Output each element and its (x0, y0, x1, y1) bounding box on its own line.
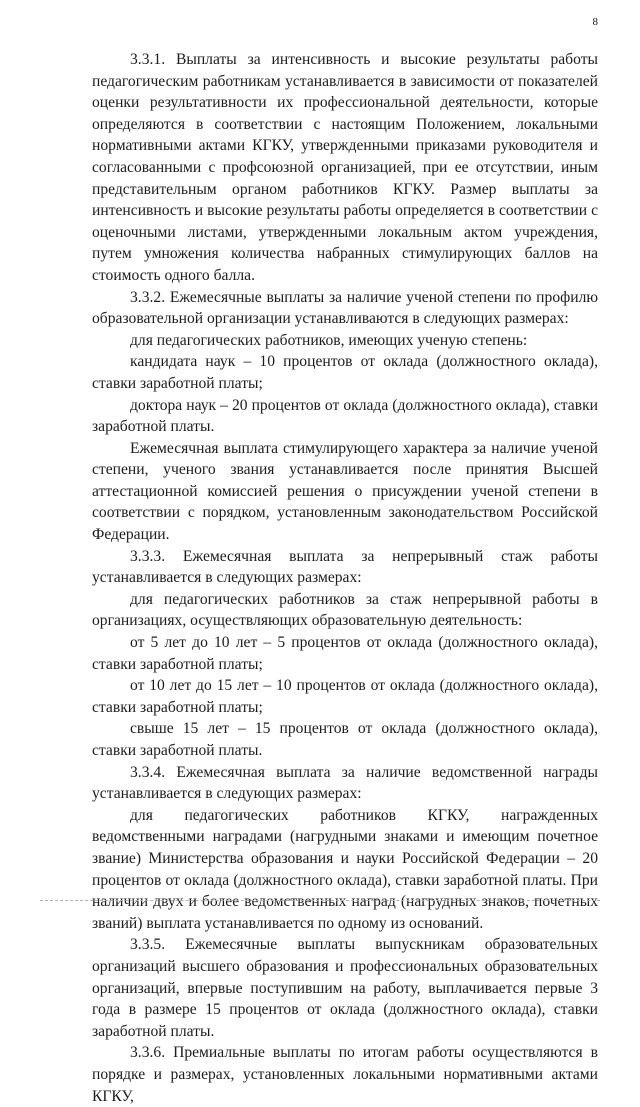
paragraph-degree-intro: для педагогических работников, имеющих ученую степень: (130, 331, 528, 349)
paragraph-3-3-1: 3.3.1. Выплаты за интенсивность и высокие результаты работы педагогическим работникам устанавливается в зависимости от показателей оценки результативности их профессиональной деятельности, которые определяются в соответствии с настоящим Положением, локальными нормативными актами КГКУ, утвержденными приказами руководителя и согласованными с профсоюзной организацией, при ее отсутствии, иным представительным органом работников КГКУ. Размер выплаты за интенсивность и высокие результаты работы определяется в соответствии с оценочными листами, утвержденными локальным актом учреждения, путем умножения количества набранных стимулирующих баллов на стоимость одного балла. (92, 51, 598, 284)
paragraph-degree-condition: Ежемесячная выплата стимулирующего характера за наличие ученой степени, ученого звания устанавливается после принятия Высшей аттестационной комиссией решения о присуждении ученой степени в соответствии с порядком, установленным законодательством Российской Федерации. (92, 439, 598, 544)
paragraph-tenure-over-15: свыше 15 лет – 15 процентов от оклада (должностного оклада), ставки заработной платы. (92, 720, 598, 759)
paragraph-3-3-4: 3.3.4. Ежемесячная выплата за наличие ведомственной награды устанавливается в следующих размерах: (92, 763, 598, 803)
paragraph-award-details: для педагогических работников КГКУ, награжденных ведомственными наградами (нагрудными знаками и имеющим почетное звание) Министерства образования и науки Российской Федерации – 20 процентов от оклада (должностного оклада), ставки заработной платы. При наличии двух и более ведомственных наград (нагрудных знаков, почетных званий) выплата устанавливается по одному из оснований. (92, 806, 598, 932)
document-body (92, 49, 598, 1107)
paragraph-tenure-5-10: от 5 лет до 10 лет – 5 процентов от оклада (должностного оклада), ставки заработной платы; (92, 634, 598, 673)
paragraph-3-3-6: 3.3.6. Премиальные выплаты по итогам работы осуществляются в порядке и размерах, установленных локальными нормативными актами КГКУ, (92, 1044, 598, 1105)
paragraph-candidate: кандидата наук – 10 процентов от оклада (должностного оклада), ставки заработной платы; (92, 353, 598, 392)
page-number: 8 (592, 16, 598, 28)
paragraph-3-3-2: 3.3.2. Ежемесячные выплаты за наличие ученой степени по профилю образовательной организации устанавливаются в следующих размерах: (92, 288, 598, 328)
paragraph-doctor: доктора наук – 20 процентов от оклада (должностного оклада), ставки заработной платы. (92, 396, 598, 436)
paragraph-3-3-3: 3.3.3. Ежемесячная выплата за непрерывный стаж работы устанавливается в следующих размерах: (92, 547, 598, 587)
scan-bottom-edge (40, 900, 600, 901)
paragraph-tenure-10-15: от 10 лет до 15 лет – 10 процентов от оклада (должностного оклада), ставки заработной платы; (92, 677, 598, 716)
paragraph-3-3-5: 3.3.5. Ежемесячные выплаты выпускникам образовательных организаций высшего образования и профессиональных образовательных организаций, впервые поступившим на работу, выплачивается первые 3 года в размере 15 процентов от оклада (должностного оклада), ставки заработной платы. (92, 936, 598, 1040)
paragraph-tenure-intro: для педагогических работников за стаж непрерывной работы в организациях, осуществляющих образовательную деятельность: (92, 590, 598, 630)
